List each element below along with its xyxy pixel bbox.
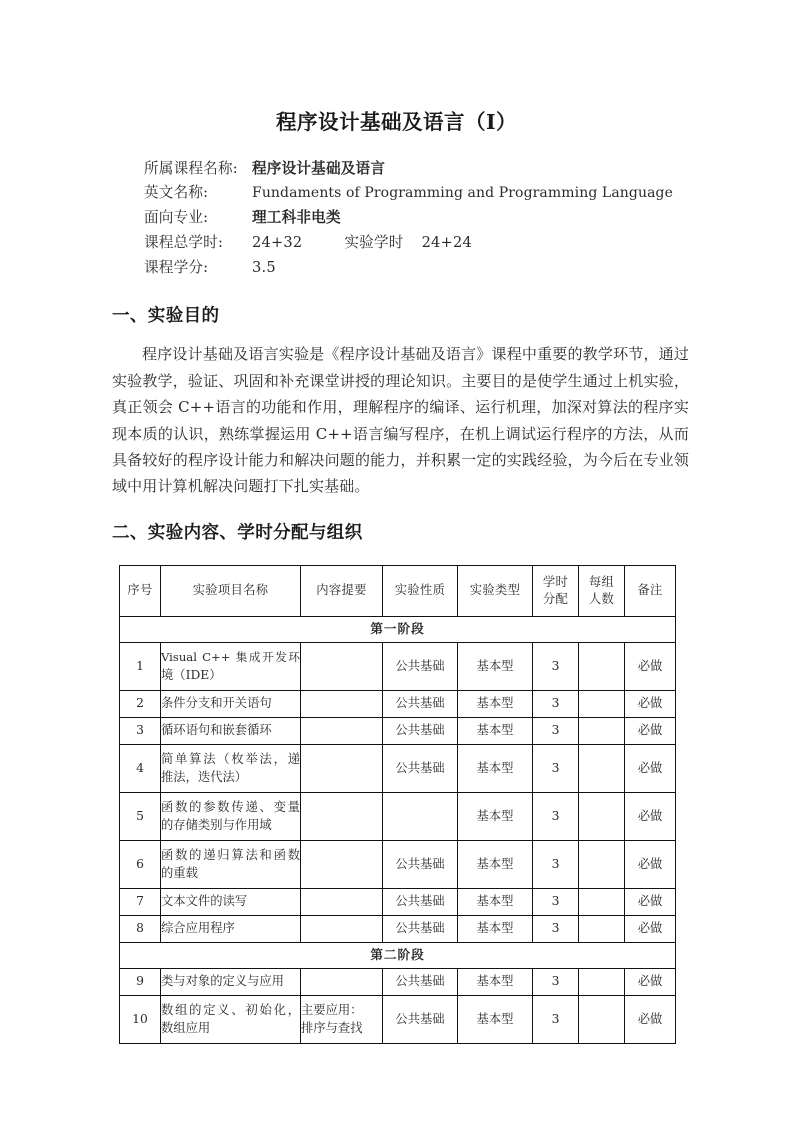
cell-nature: 公共基础 <box>383 642 458 690</box>
cell-group <box>579 642 625 690</box>
experiment-schedule-table <box>119 565 676 1044</box>
cell-remark: 必做 <box>625 792 676 840</box>
cell-no: 2 <box>120 690 161 717</box>
cell-summary <box>301 717 383 744</box>
cell-hours: 3 <box>533 642 579 690</box>
cell-no: 6 <box>120 840 161 888</box>
cell-remark: 必做 <box>625 717 676 744</box>
meta-label-english-name: 英文名称: <box>144 184 209 202</box>
cell-remark: 必做 <box>625 690 676 717</box>
cell-type: 基本型 <box>458 840 533 888</box>
cell-name-line1: 循环语句和嵌套循环 <box>161 723 272 738</box>
cell-name-line1: 条件分支和开关语句 <box>161 696 272 711</box>
cell-name <box>161 888 301 915</box>
cell-summary <box>301 840 383 888</box>
meta-row-total-hours <box>144 231 793 256</box>
cell-remark: 必做 <box>625 888 676 915</box>
phase-label-1: 第一阶段 <box>120 616 676 642</box>
cell-nature: 公共基础 <box>383 968 458 995</box>
course-meta-block <box>0 157 793 281</box>
meta-value-course-name: 程序设计基础及语言 <box>252 159 386 177</box>
cell-name-line1: 数组的定义、初始化， <box>161 1002 300 1017</box>
cell-name <box>161 915 301 942</box>
cell-hours: 3 <box>533 995 579 1043</box>
cell-group <box>579 744 625 792</box>
cell-type: 基本型 <box>458 915 533 942</box>
phase-divider-row-2 <box>120 942 676 968</box>
column-header-group <box>579 565 625 616</box>
cell-name-line2: 推法，迭代法） <box>161 770 248 785</box>
cell-name <box>161 642 301 690</box>
cell-type: 基本型 <box>458 792 533 840</box>
meta-value-english-name: Fundaments of Programming and Programming Language <box>252 185 673 202</box>
cell-name-line1: 函数的参数传递、变量 <box>161 799 300 814</box>
experiment-table-container <box>0 545 793 1044</box>
cell-no: 3 <box>120 717 161 744</box>
cell-nature: 公共基础 <box>383 717 458 744</box>
cell-type: 基本型 <box>458 968 533 995</box>
cell-nature: 公共基础 <box>383 915 458 942</box>
cell-no: 7 <box>120 888 161 915</box>
cell-hours: 3 <box>533 744 579 792</box>
cell-no: 1 <box>120 642 161 690</box>
column-header-hours <box>533 565 579 616</box>
cell-remark: 必做 <box>625 995 676 1043</box>
cell-group <box>579 717 625 744</box>
cell-hours: 3 <box>533 915 579 942</box>
cell-hours: 3 <box>533 888 579 915</box>
section-heading-objectives: 一、实验目的 <box>112 305 220 326</box>
table-row <box>120 995 676 1043</box>
meta-row-english-name <box>144 181 793 206</box>
cell-summary <box>301 995 383 1043</box>
table-row <box>120 642 676 690</box>
column-header-name: 实验项目名称 <box>161 565 301 616</box>
cell-name-line1: 综合应用程序 <box>161 921 235 936</box>
cell-name-line1: 类与对象的定义与应用 <box>161 974 284 989</box>
cell-name-line1: 函数的递归算法和函数 <box>161 847 300 862</box>
cell-remark: 必做 <box>625 915 676 942</box>
column-header-group-line2: 人数 <box>588 591 615 606</box>
table-header-row <box>120 565 676 616</box>
meta-value-lab-hours: 24+24 <box>421 233 472 251</box>
cell-name <box>161 840 301 888</box>
cell-summary <box>301 642 383 690</box>
meta-row-target-major <box>144 206 793 231</box>
column-header-remark: 备注 <box>625 565 676 616</box>
table-row <box>120 792 676 840</box>
table-header <box>120 565 676 616</box>
cell-nature <box>383 792 458 840</box>
table-body <box>120 616 676 1043</box>
meta-label-lab-hours: 实验学时 <box>344 233 404 251</box>
table-row <box>120 690 676 717</box>
meta-label-credits: 课程学分: <box>144 258 209 276</box>
cell-name <box>161 744 301 792</box>
cell-hours: 3 <box>533 792 579 840</box>
cell-name-line2: 的重载 <box>161 866 198 881</box>
section-heading-contents: 二、实验内容、学时分配与组织 <box>112 522 363 543</box>
cell-type: 基本型 <box>458 642 533 690</box>
column-header-no: 序号 <box>120 565 161 616</box>
column-header-nature: 实验性质 <box>383 565 458 616</box>
cell-summary <box>301 744 383 792</box>
cell-name <box>161 792 301 840</box>
cell-group <box>579 888 625 915</box>
cell-no: 10 <box>120 995 161 1043</box>
meta-label-total-hours: 课程总学时: <box>144 233 224 251</box>
meta-row-credits <box>144 256 793 281</box>
cell-name-line2: 境（IDE） <box>161 668 222 683</box>
cell-group <box>579 840 625 888</box>
table-row <box>120 744 676 792</box>
cell-remark: 必做 <box>625 642 676 690</box>
cell-hours: 3 <box>533 968 579 995</box>
cell-type: 基本型 <box>458 690 533 717</box>
meta-label-course-name: 所属课程名称: <box>144 159 238 177</box>
cell-summary-line1: 主要应用： <box>301 1002 363 1017</box>
cell-name <box>161 690 301 717</box>
cell-hours: 3 <box>533 840 579 888</box>
cell-no: 5 <box>120 792 161 840</box>
cell-summary <box>301 792 383 840</box>
column-header-hours-line1: 学时 <box>542 574 569 589</box>
cell-no: 9 <box>120 968 161 995</box>
cell-name-line1: Visual C++ 集成开发环 <box>161 649 300 664</box>
cell-hours: 3 <box>533 717 579 744</box>
cell-summary <box>301 690 383 717</box>
cell-summary <box>301 888 383 915</box>
meta-value-total-hours: 24+32 <box>252 233 303 251</box>
cell-nature: 公共基础 <box>383 995 458 1043</box>
cell-group <box>579 968 625 995</box>
cell-summary <box>301 968 383 995</box>
meta-value-credits: 3.5 <box>252 258 276 276</box>
cell-summary <box>301 915 383 942</box>
cell-name-line2: 数组应用 <box>161 1021 211 1036</box>
cell-name <box>161 717 301 744</box>
meta-value-target-major: 理工科非电类 <box>252 209 341 227</box>
page-title: 程序设计基础及语言（I） <box>275 110 518 134</box>
table-row <box>120 968 676 995</box>
table-row <box>120 840 676 888</box>
column-header-group-line1: 每组 <box>588 574 615 589</box>
cell-group <box>579 995 625 1043</box>
cell-remark: 必做 <box>625 744 676 792</box>
cell-nature: 公共基础 <box>383 840 458 888</box>
phase-divider-row-1 <box>120 616 676 642</box>
cell-name <box>161 968 301 995</box>
cell-no: 4 <box>120 744 161 792</box>
table-row <box>120 717 676 744</box>
cell-hours: 3 <box>533 690 579 717</box>
cell-type: 基本型 <box>458 888 533 915</box>
table-row <box>120 915 676 942</box>
cell-name-line1: 简单算法（枚举法，递 <box>161 751 300 766</box>
cell-name-line1: 文本文件的读写 <box>161 894 248 909</box>
cell-remark: 必做 <box>625 840 676 888</box>
cell-group <box>579 915 625 942</box>
meta-row-course-name <box>144 157 793 182</box>
column-header-hours-line2: 分配 <box>542 591 569 606</box>
cell-group <box>579 792 625 840</box>
cell-remark: 必做 <box>625 968 676 995</box>
cell-name <box>161 995 301 1043</box>
cell-type: 基本型 <box>458 744 533 792</box>
cell-nature: 公共基础 <box>383 888 458 915</box>
cell-nature: 公共基础 <box>383 690 458 717</box>
phase-label-2: 第二阶段 <box>120 942 676 968</box>
cell-type: 基本型 <box>458 995 533 1043</box>
cell-summary-line2: 排序与查找 <box>301 1021 363 1036</box>
cell-group <box>579 690 625 717</box>
cell-type: 基本型 <box>458 717 533 744</box>
table-row <box>120 888 676 915</box>
meta-label-target-major: 面向专业: <box>144 209 209 227</box>
column-header-summary: 内容提要 <box>301 565 383 616</box>
cell-nature: 公共基础 <box>383 744 458 792</box>
column-header-type: 实验类型 <box>458 565 533 616</box>
cell-no: 8 <box>120 915 161 942</box>
cell-name-line2: 的存储类别与作用域 <box>161 818 272 833</box>
section-paragraph-objectives: 程序设计基础及语言实验是《程序设计基础及语言》课程中重要的教学环节，通过实验教学，验证、巩固和补充课堂讲授的理论知识。主要目的是使学生通过上机实验，真正领会 C++语言的功能和作用，理解程序的编译、运行机理，加深对算法的程序实现本质的认识，熟练掌握运用 C++语言编写程序，在机上调试运行程序的方法，从而具备较好的程序设计能力和解决问题的能力，并积累一定的实践经验，为今后在专业领域中用计算机解决问题打下扎实基础。 <box>112 345 689 496</box>
